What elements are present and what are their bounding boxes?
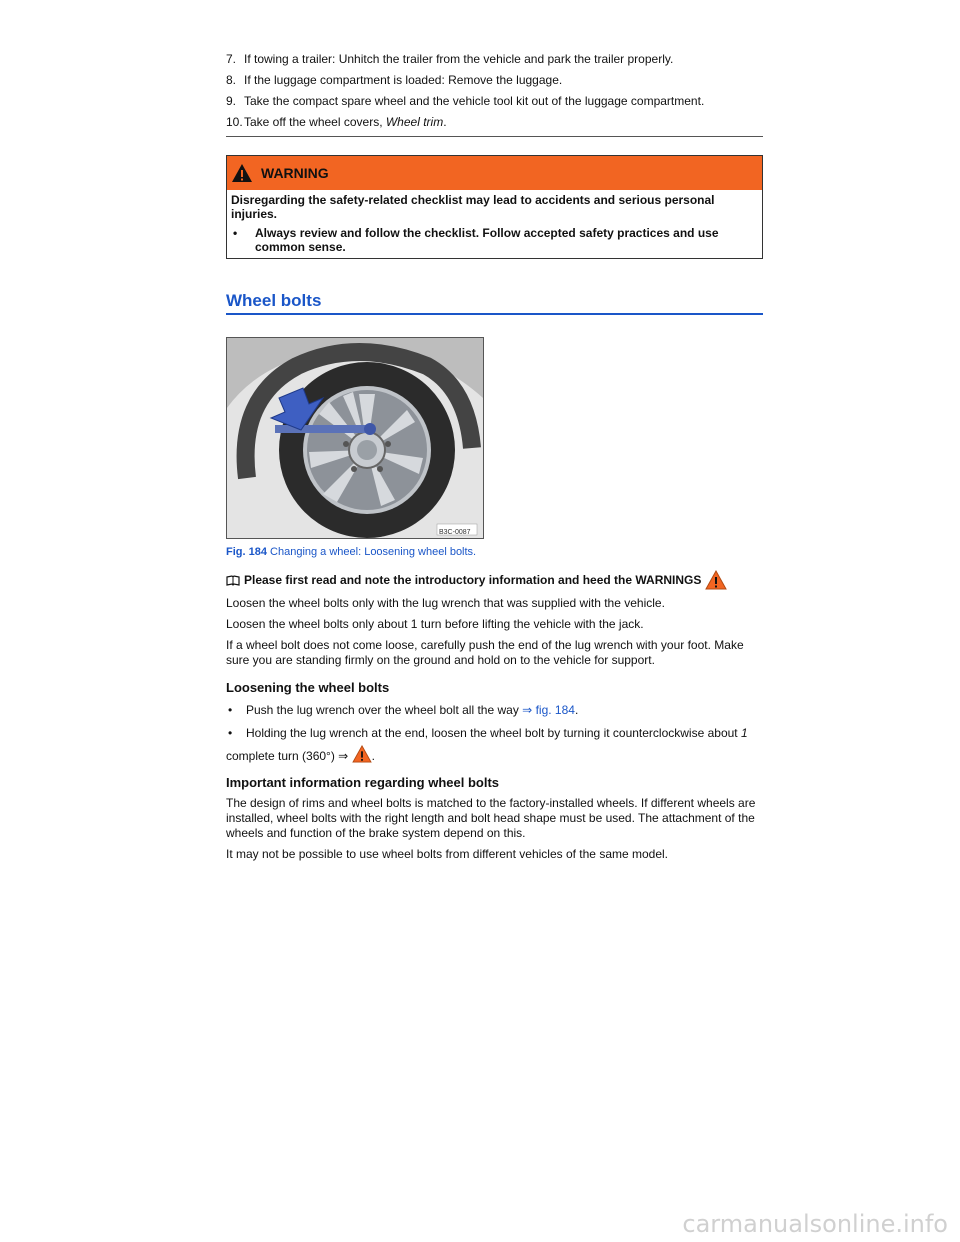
- manual-page: [226, 52, 763, 862]
- intro-note: Please first read and note the introductory information and heed the WARNINGS: [226, 570, 763, 590]
- figure-image: [226, 337, 484, 539]
- section-title: Wheel bolts: [226, 291, 763, 315]
- subheading-important: Important information regarding wheel bolts: [226, 775, 500, 790]
- warning-triangle-icon: [231, 163, 253, 183]
- figure-code: B3C-0087: [439, 529, 471, 536]
- list-item: 10. Take off the wheel covers, Wheel trim.: [226, 115, 447, 129]
- warning-body: [227, 190, 762, 258]
- warning-bullet: • Always review and follow the checklist. Follow accepted safety practices and use common sense.: [233, 226, 719, 254]
- list-item: • Holding the lug wrench at the end, loosen the wheel bolt by turning it counterclockwise about 1: [228, 726, 748, 740]
- bullet-icon: •: [228, 703, 233, 717]
- bullet-icon: •: [228, 726, 233, 740]
- paragraph: Loosen the wheel bolts only about 1 turn before lifting the vehicle with the jack.: [226, 617, 644, 631]
- warning-title: WARNING: [261, 164, 329, 181]
- subheading-loosening: Loosening the wheel bolts: [226, 680, 390, 695]
- warning-link-icon[interactable]: [705, 570, 727, 590]
- wheel-illustration: [227, 338, 483, 538]
- wheel-trim-link[interactable]: Wheel trim: [385, 115, 444, 129]
- divider: [226, 136, 763, 137]
- fig-184-link[interactable]: fig. 184: [535, 703, 575, 717]
- list-item: 7. If towing a trailer: Unhitch the trailer from the vehicle and park the trailer properly.: [226, 52, 674, 66]
- warning-text: Disregarding the safety-related checklist may lead to accidents and serious personal injuries.: [231, 193, 715, 221]
- list-item-continuation: complete turn (360°) ⇒ .: [226, 745, 763, 767]
- bullet-icon: •: [233, 226, 238, 240]
- warning-header: [227, 156, 762, 190]
- watermark: carmanualsonline.info: [682, 1210, 948, 1238]
- paragraph: If a wheel bolt does not come loose, carefully push the end of the lug wrench with your foot. Make sure you are standing firmly on the ground and hold on to the vehicle for support.: [226, 638, 744, 667]
- paragraph: It may not be possible to use wheel bolts from different vehicles of the same model.: [226, 847, 669, 861]
- warning-link-icon[interactable]: [352, 745, 372, 763]
- list-item: • Push the lug wrench over the wheel bolt all the way ⇒ fig. 184.: [228, 703, 579, 717]
- paragraph: Loosen the wheel bolts only with the lug wrench that was supplied with the vehicle.: [226, 596, 665, 610]
- paragraph: The design of rims and wheel bolts is matched to the factory-installed wheels. If different wheels are installed, wheel bolts with the right length and bolt head shape must be used. The attachment of the wheels and function of the brake system depend on this.: [226, 796, 756, 840]
- book-icon: [226, 575, 240, 586]
- step-list: [226, 52, 763, 130]
- warning-box: [226, 155, 763, 259]
- list-item: 9. Take the compact spare wheel and the vehicle tool kit out of the luggage compartment.: [226, 94, 705, 108]
- list-item: 8. If the luggage compartment is loaded: Remove the luggage.: [226, 73, 563, 87]
- figure-caption: Fig. 184 Changing a wheel: Loosening wheel bolts.: [226, 546, 477, 558]
